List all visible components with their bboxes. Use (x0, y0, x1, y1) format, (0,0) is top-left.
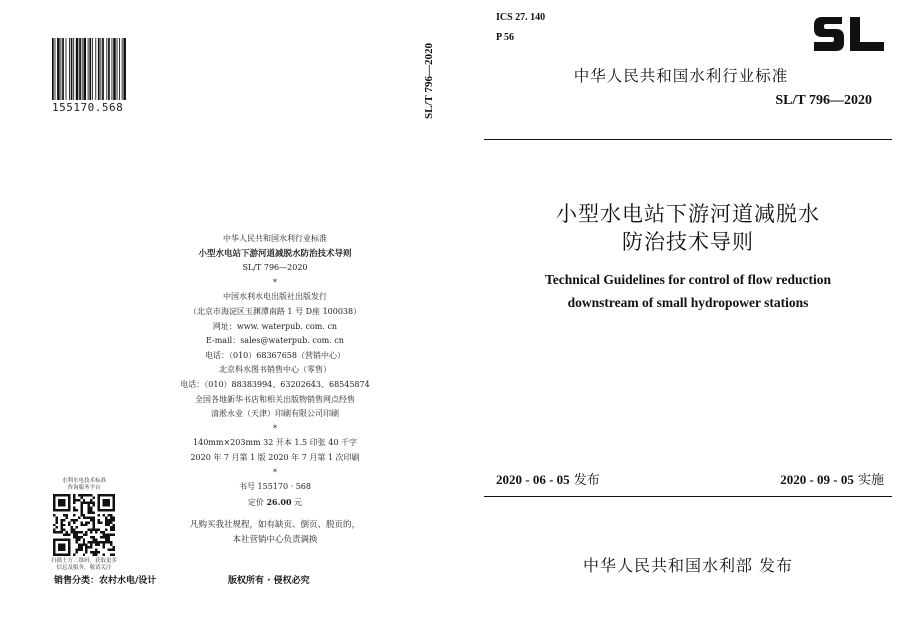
spine-standard-number: SL/T 796—2020 (423, 43, 435, 119)
colophon-publisher: 中国水利水电出版社出版发行 (223, 292, 327, 302)
colophon-email: E-mail：sales@waterpub. com. cn (206, 336, 344, 346)
colophon-address: （北京市海淀区玉渊潭南路 1 号 D座 100038） (188, 306, 362, 316)
implementation-date-value: 2020 - 09 - 05 (780, 472, 854, 487)
colophon-book-number: 书号 155170 · 568 (239, 482, 311, 492)
isbn-number: 155170.568 (52, 101, 124, 114)
spine (423, 36, 437, 126)
colophon (160, 232, 390, 548)
colophon-printer: 清淞永业（天津）印刷有限公司印刷 (211, 409, 339, 419)
colophon-distribution: 全国各地新华书店和相关出版物销售网点经售 (195, 394, 355, 404)
title-english (484, 268, 892, 314)
replacement-notice-line2: 本社营销中心负责调换 (232, 535, 318, 546)
barcode-graphic (52, 38, 148, 100)
title-chinese (484, 200, 892, 256)
issue-label: 发布 (569, 473, 600, 488)
colophon-standard-type: 中华人民共和国水利行业标准 (223, 234, 327, 243)
qr-code-icon[interactable] (53, 494, 115, 556)
title-chinese-line2: 防治技术导则 (622, 230, 754, 254)
price-label: 定价 (247, 497, 267, 507)
colophon-website: 网址：www. waterpub. com. cn (212, 321, 338, 331)
issue-date-value: 2020 - 06 - 05 (496, 472, 570, 487)
ics-code: ICS 27. 140 (496, 12, 546, 23)
colophon-separator: * (273, 277, 277, 287)
p-code: P 56 (496, 32, 515, 43)
colophon-retail-center: 北京科水图书销售中心（零售） (219, 365, 331, 375)
implementation-label: 实施 (853, 473, 884, 488)
industry-standard-heading: 中华人民共和国水利行业标准 (573, 67, 789, 85)
colophon-separator: * (273, 467, 277, 477)
issue-date (496, 469, 600, 488)
colophon-price (160, 495, 390, 511)
colophon-separator: * (273, 423, 277, 433)
barcode (52, 38, 148, 114)
price-value: 26.00 (266, 496, 292, 507)
sl-logo-icon (812, 13, 886, 55)
replacement-notice-line1: 凡购买我社规程，如有缺页、倒页、脱页的， (189, 520, 360, 531)
colophon-edition: 2020 年 7 月第 1 版 2020 年 7 月第 1 次印刷 (190, 452, 360, 462)
price-unit: 元 (291, 497, 303, 507)
qr-caption-top: 水利水电技术标准 咨询服务平台 (61, 478, 106, 491)
top-divider (484, 139, 892, 140)
standard-number: SL/T 796—2020 (775, 93, 872, 108)
colophon-title: 小型水电站下游河道减脱水防治技术导则 (198, 248, 352, 259)
colophon-standard-number: SL/T 796—2020 (242, 263, 308, 273)
colophon-format: 140mm×203mm 32 开本 1.5 印张 40 千字 (193, 438, 357, 448)
bottom-divider (484, 496, 892, 497)
title-chinese-line1: 小型水电站下游河道减脱水 (556, 202, 820, 226)
issuer: 中华人民共和国水利部 发布 (582, 556, 794, 575)
title-english-line1: Technical Guidelines for control of flow reduction (544, 272, 831, 287)
copyright-notice: 版权所有 · 侵权必究 (228, 576, 310, 586)
colophon-phone-marketing: 电话：（010）68367658（营销中心） (205, 350, 345, 360)
qr-caption-bottom: 扫描上方二维码，获取更多 信息及服务，敬请关注 (50, 558, 117, 571)
sales-category: 销售分类：农村水电/设计 (54, 576, 157, 586)
qr-code-block (50, 478, 118, 572)
colophon-phone-retail: 电话：（010）88383994、63202643、68545874 (180, 379, 370, 389)
implementation-date (780, 469, 884, 488)
title-english-line2: downstream of small hydropower stations (567, 295, 809, 310)
